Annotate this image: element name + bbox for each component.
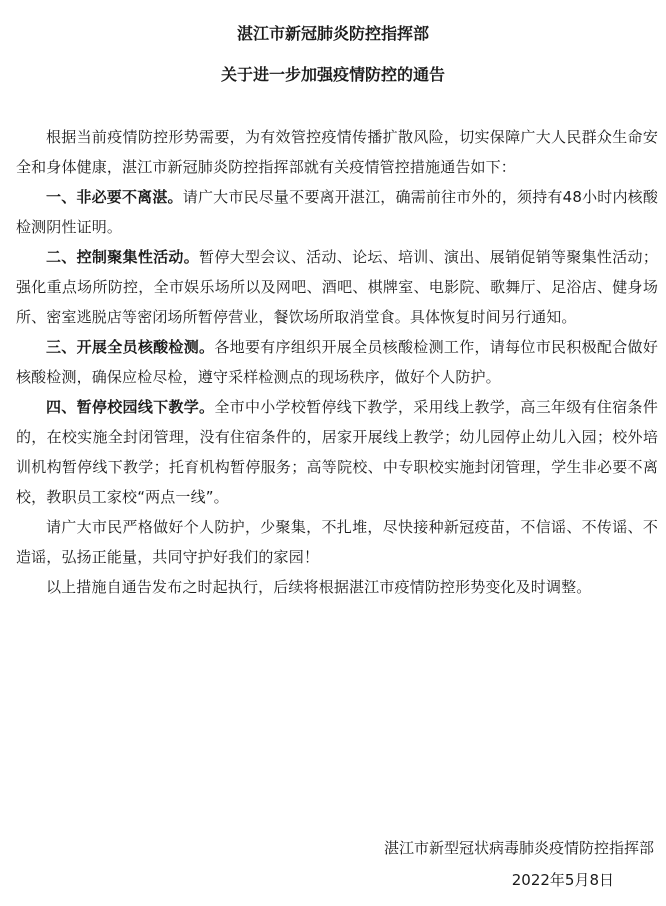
issuer-signature: 湛江市新型冠状病毒肺炎疫情防控指挥部 <box>383 839 654 857</box>
document-body <box>16 122 658 602</box>
measure-heading-2: 二、控制聚集性活动。 <box>46 248 200 266</box>
effective-paragraph: 以上措施自通告发布之时起执行，后续将根据湛江市疫情防控形势变化及时调整。 <box>46 578 592 596</box>
intro-paragraph: 根据当前疫情防控形势需要，为有效管控疫情传播扩散风险，切实保障广大人民群众生命安全和身体健康，湛江市新冠肺炎防控指挥部就有关疫情管控措施通告如下： <box>16 128 658 176</box>
measure-paragraph-1 <box>16 182 658 242</box>
measure-heading-3: 三、开展全员核酸检测。 <box>46 338 215 356</box>
measure-text-1: 请广大市民尽量不要离开湛江，确需前往市外的，须持有48小时内核酸检测阴性证明。 <box>16 188 659 236</box>
measure-paragraph-4 <box>16 392 658 512</box>
measure-heading-1: 一、非必要不离湛。 <box>46 188 183 206</box>
measure-paragraph-3 <box>16 332 658 392</box>
appeal-paragraph: 请广大市民严格做好个人防护，少聚集，不扎堆，尽快接种新冠疫苗，不信谣、不传谣、不造谣，弘扬正能量，共同守护好我们的家园！ <box>16 518 658 566</box>
measure-heading-4: 四、暂停校园线下教学。 <box>46 398 215 416</box>
measure-paragraph-2 <box>16 242 658 332</box>
measure-text-2: 暂停大型会议、活动、论坛、培训、演出、展销促销等聚集性活动；强化重点场所防控，全市娱乐场所以及网吧、酒吧、棋牌室、电影院、歌舞厅、足浴店、健身场所、密室逃脱店等密闭场所暂停营业，餐饮场所取消堂食。具体恢复时间另行通知。 <box>16 248 658 326</box>
measure-text-3: 各地要有序组织开展全员核酸检测工作，请每位市民积极配合做好核酸检测，确保应检尽检，遵守采样检测点的现场秩序，做好个人防护。 <box>16 338 658 386</box>
document-title-line2: 关于进一步加强疫情防控的通告 <box>220 65 445 84</box>
document-title-line1: 湛江市新冠肺炎防控指挥部 <box>236 24 429 43</box>
issue-date: 2022年5月8日 <box>511 871 614 889</box>
measure-text-4: 全市中小学校暂停线下教学，采用线上教学，高三年级有住宿条件的，在校实施全封闭管理，没有住宿条件的，居家开展线上教学；幼儿园停止幼儿入园；校外培训机构暂停线下教学；托育机构暂停服务；高等院校、中专职校实施封闭管理，学生非必要不离校，教职员工家校“两点一线”。 <box>16 398 658 506</box>
